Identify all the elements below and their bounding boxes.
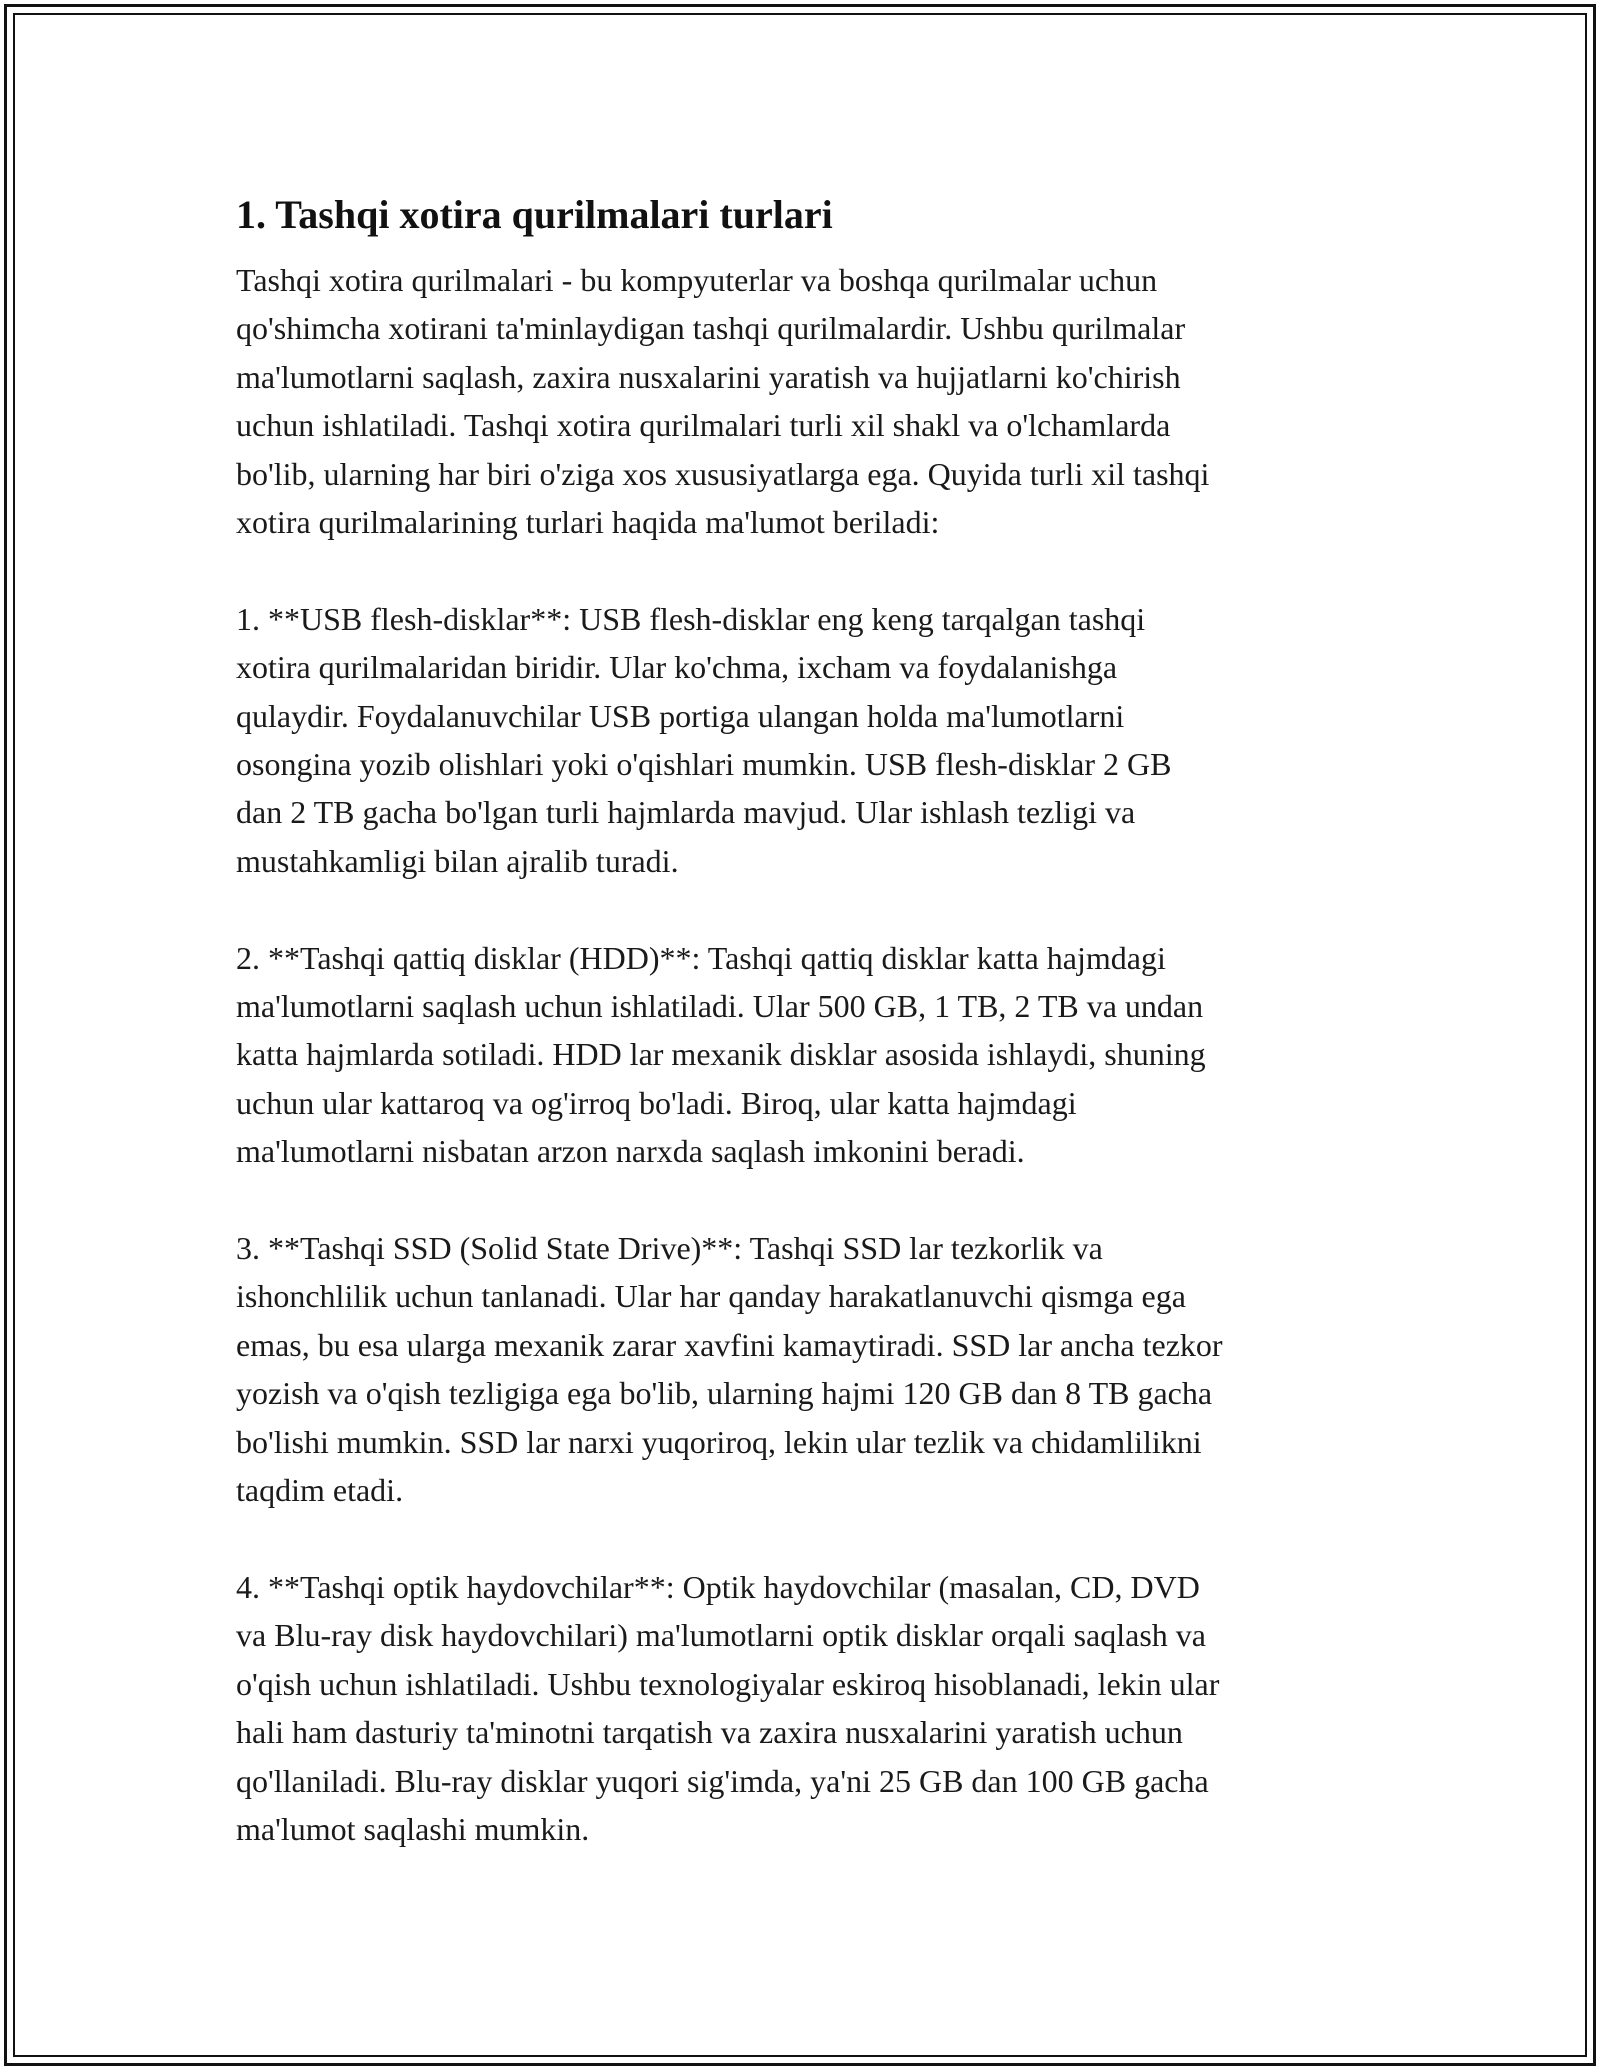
text-line: o'qish uchun ishlatiladi. Ushbu texnologiyalar eskiroq hisoblanadi, lekin ular (236, 1665, 1220, 1702)
text-line: ma'lumot saqlashi mumkin. (236, 1810, 590, 1847)
document-body (236, 190, 1386, 1902)
text-line: 2. **Tashqi qattiq disklar (HDD)**: Tashqi qattiq disklar katta hajmdagi (236, 939, 1166, 976)
text-line: dan 2 TB gacha bo'lgan turli hajmlarda mavjud. Ular ishlash tezligi va (236, 794, 1136, 831)
paragraph-usb-flash (236, 595, 1386, 885)
document-title: 1. Tashqi xotira qurilmalari turlari (236, 192, 833, 237)
paragraph-optical (236, 1563, 1386, 1853)
text-line: osongina yozib olishlari yoki o'qishlari mumkin. USB flesh-disklar 2 GB (236, 746, 1172, 783)
text-line: yozish va o'qish tezligiga ega bo'lib, ularning hajmi 120 GB dan 8 TB gacha (236, 1375, 1213, 1412)
text-line: ma'lumotlarni nisbatan arzon narxda saqlash imkonini beradi. (236, 1133, 1025, 1170)
text-line: hali ham dasturiy ta'minotni tarqatish va zaxira nusxalarini yaratish uchun (236, 1714, 1183, 1751)
text-line: ma'lumotlarni saqlash, zaxira nusxalarini yaratish va hujjatlarni ko'chirish (236, 358, 1181, 395)
text-line: taqdim etadi. (236, 1472, 404, 1509)
text-line: xotira qurilmalaridan biridir. Ular ko'chma, ixcham va foydalanishga (236, 649, 1118, 686)
text-line: bo'lishi mumkin. SSD lar narxi yuqoriroq, lekin ular tezlik va chidamlilikni (236, 1423, 1202, 1460)
text-line: katta hajmlarda sotiladi. HDD lar mexanik disklar asosida ishlaydi, shuning (236, 1036, 1206, 1073)
text-line: qo'llaniladi. Blu-ray disklar yuqori sig'imda, ya'ni 25 GB dan 100 GB gacha (236, 1762, 1209, 1799)
text-line: va Blu-ray disk haydovchilari) ma'lumotlarni optik disklar orqali saqlash va (236, 1617, 1206, 1654)
text-line: uchun ishlatiladi. Tashqi xotira qurilmalari turli xil shakl va o'lchamlarda (236, 407, 1171, 444)
paragraph-hdd (236, 934, 1386, 1176)
text-line: 4. **Tashqi optik haydovchilar**: Optik haydovchilar (masalan, CD, DVD (236, 1568, 1200, 1605)
text-line: ma'lumotlarni saqlash uchun ishlatiladi. Ular 500 GB, 1 TB, 2 TB va undan (236, 988, 1204, 1025)
text-line: qulaydir. Foydalanuvchilar USB portiga ulangan holda ma'lumotlarni (236, 697, 1125, 734)
text-line: 3. **Tashqi SSD (Solid State Drive)**: Tashqi SSD lar tezkorlik va (236, 1230, 1103, 1267)
text-line: ishonchlilik uchun tanlanadi. Ular har qanday harakatlanuvchi qismga ega (236, 1278, 1186, 1315)
text-line: bo'lib, ularning har biri o'ziga xos xususiyatlarga ega. Quyida turli xil tashqi (236, 455, 1210, 492)
text-line: uchun ular kattaroq va og'irroq bo'ladi. Biroq, ular katta hajmdagi (236, 1084, 1077, 1121)
text-line: mustahkamligi bilan ajralib turadi. (236, 842, 679, 879)
text-line: 1. **USB flesh-disklar**: USB flesh-disklar eng keng tarqalgan tashqi (236, 600, 1146, 637)
text-line: qo'shimcha xotirani ta'minlaydigan tashqi qurilmalardir. Ushbu qurilmalar (236, 310, 1186, 347)
text-line: Tashqi xotira qurilmalari - bu kompyuterlar va boshqa qurilmalar uchun (236, 262, 1158, 298)
paragraph-intro (236, 256, 1386, 546)
text-line: emas, bu esa ularga mexanik zarar xavfini kamaytiradi. SSD lar ancha tezkor (236, 1326, 1223, 1363)
paragraph-ssd (236, 1224, 1386, 1514)
text-line: xotira qurilmalarining turlari haqida ma'lumot beriladi: (236, 504, 940, 541)
